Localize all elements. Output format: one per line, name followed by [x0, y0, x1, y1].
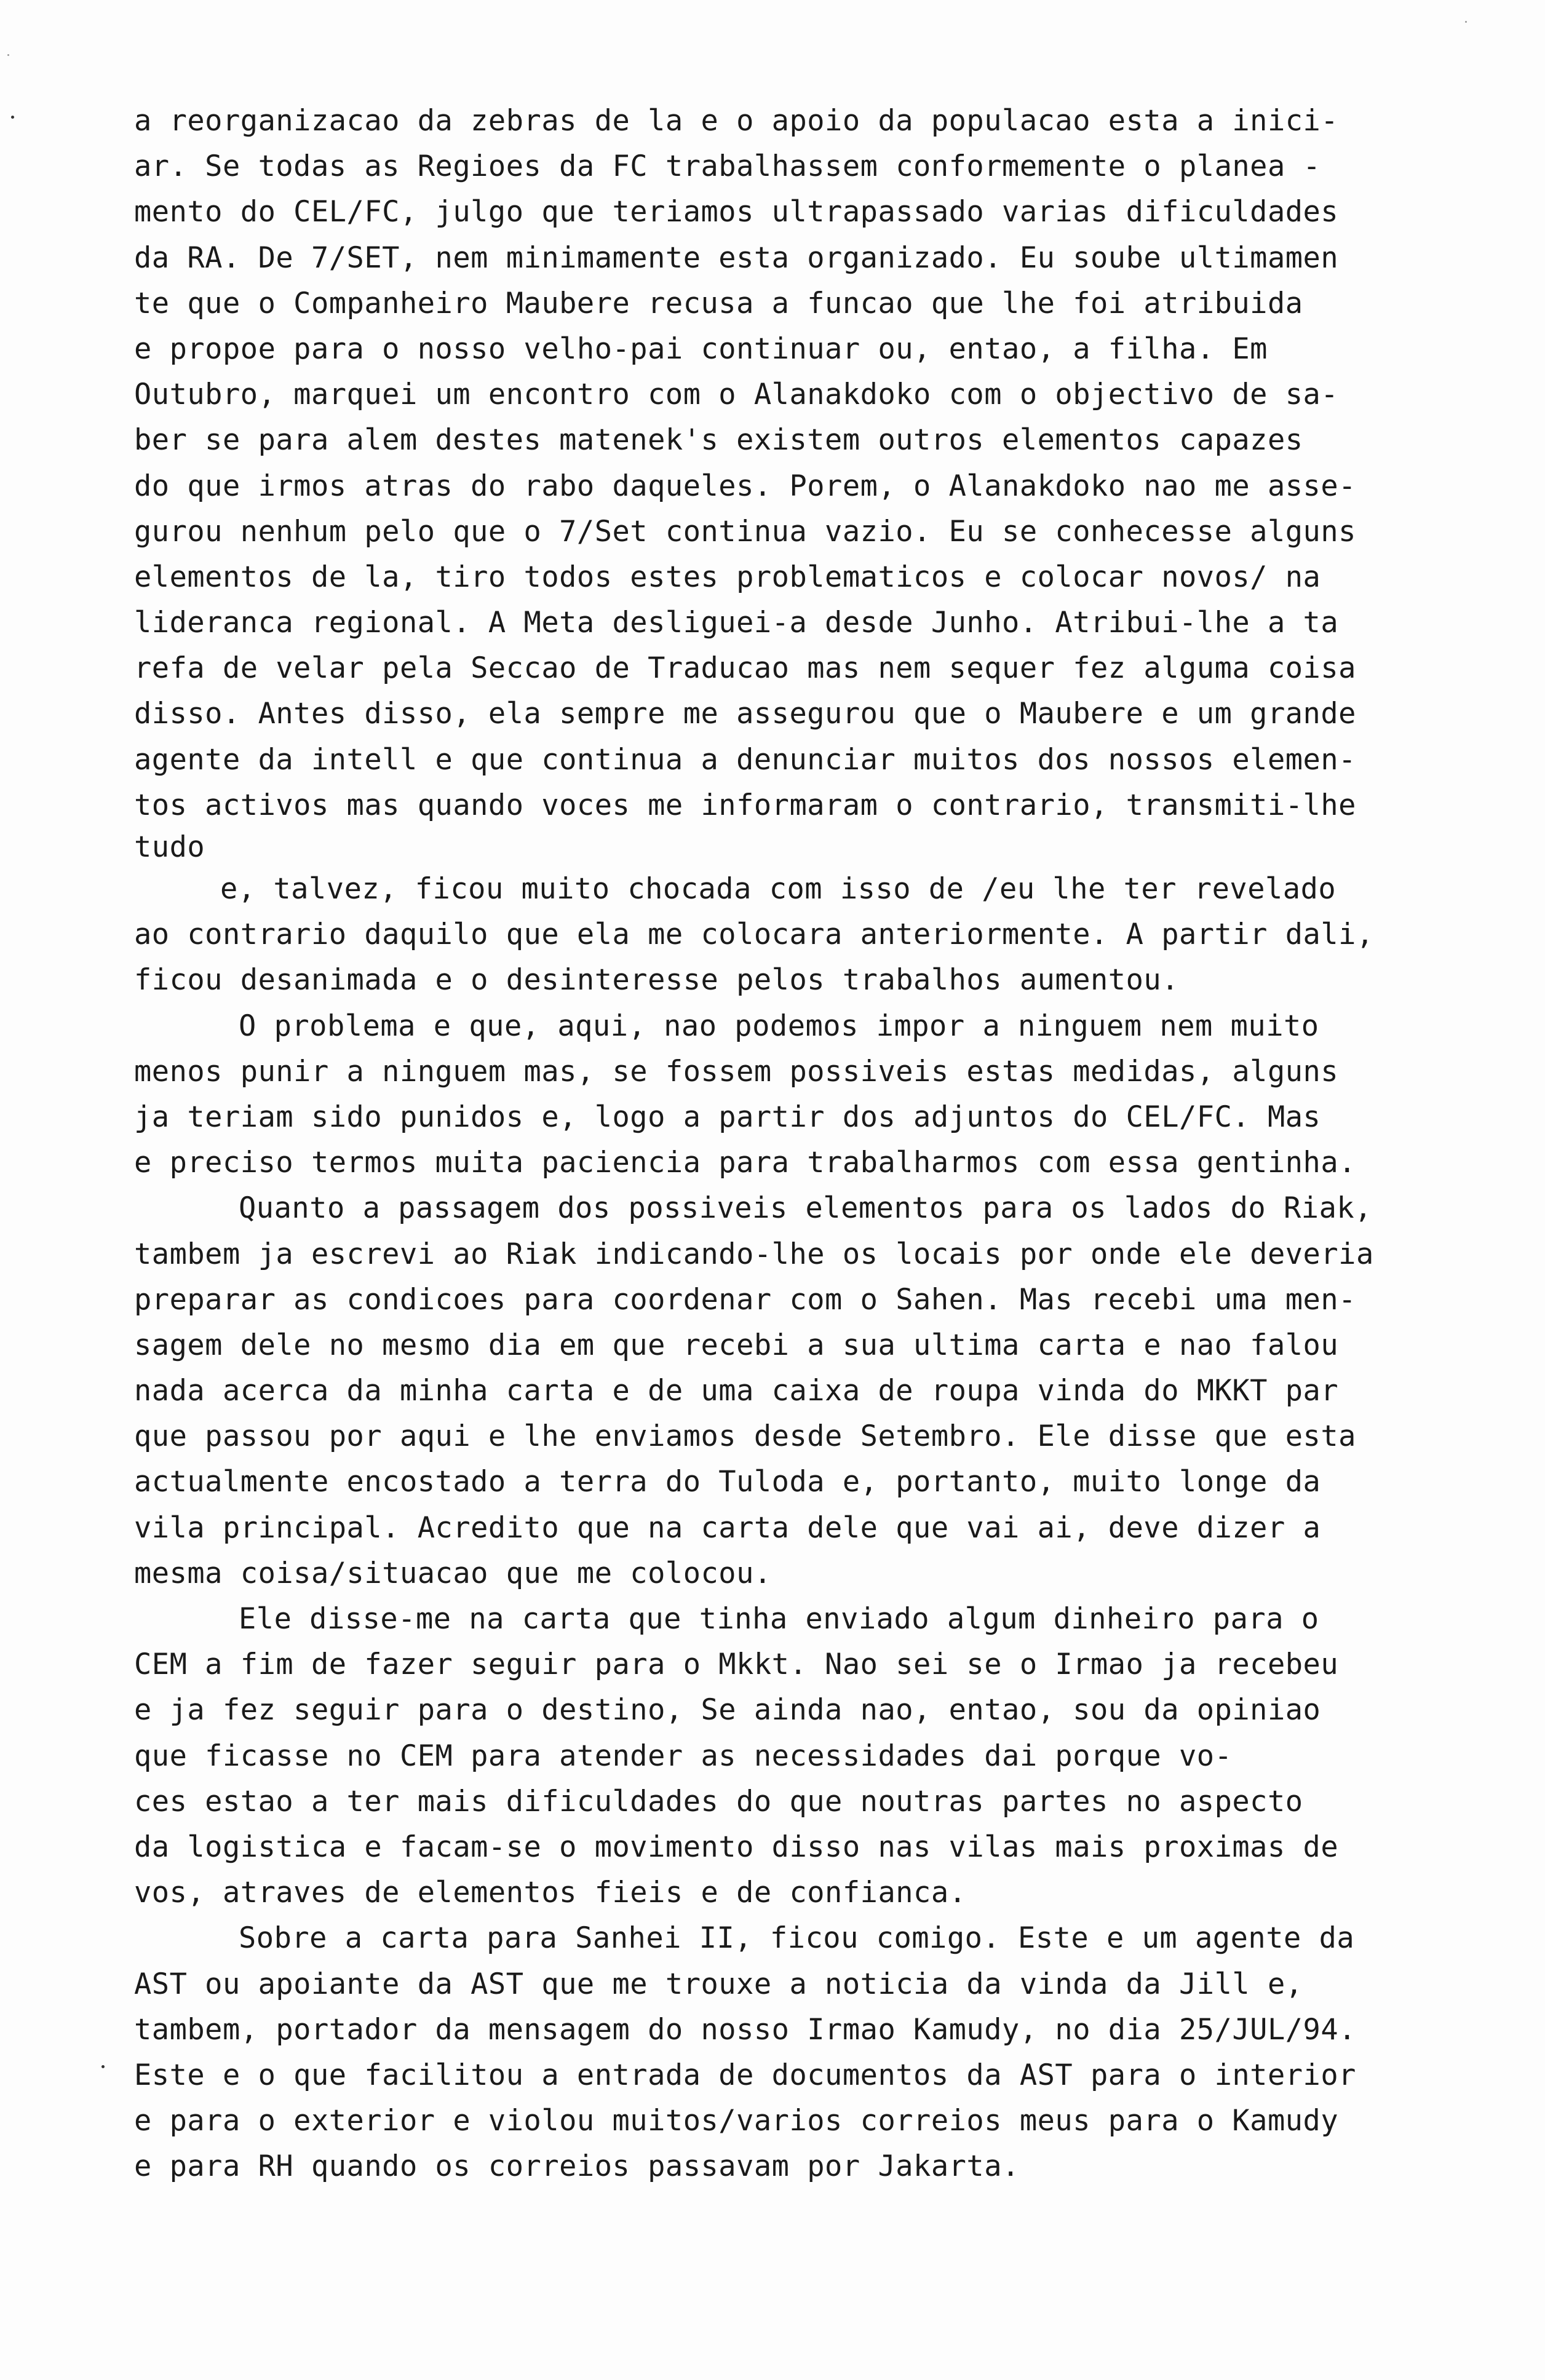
text-line: Ele disse-me na carta que tinha enviado algum dinheiro para o	[239, 1602, 1319, 1636]
text-line: gurou nenhum pelo que o 7/Set continua vazio. Eu se conhecesse alguns	[134, 514, 1356, 549]
text-line: tambem ja escrevi ao Riak indicando-lhe os locais por onde ele deveria	[134, 1237, 1374, 1271]
text-line: ao contrario daquilo que ela me colocara anteriormente. A partir dali,	[134, 918, 1374, 952]
text-line: da logistica e facam-se o movimento disso nas vilas mais proximas de	[134, 1830, 1339, 1864]
text-line: que ficasse no CEM para atender as necessidades dai porque vo-	[134, 1739, 1233, 1773]
text-line: preparar as condicoes para coordenar com o Sahen. Mas recebi uma men-	[134, 1282, 1356, 1317]
text-line: agente da intell e que continua a denunciar muitos dos nossos elemen-	[134, 742, 1356, 777]
text-line: que passou por aqui e lhe enviamos desde Setembro. Ele disse que esta	[134, 1419, 1356, 1454]
text-line: refa de velar pela Seccao de Traducao mas nem sequer fez alguma coisa	[134, 651, 1356, 686]
text-line: Outubro, marquei um encontro com o Alanakdoko com o objectivo de sa-	[134, 378, 1339, 412]
text-line: menos punir a ninguem mas, se fossem possiveis estas medidas, alguns	[134, 1054, 1339, 1089]
text-line: e propoe para o nosso velho-pai continuar ou, entao, a filha. Em	[134, 331, 1268, 366]
text-line: actualmente encostado a terra do Tuloda e, portanto, muito longe da	[134, 1465, 1321, 1499]
margin-speck	[1465, 21, 1467, 23]
text-line: tudo	[134, 830, 205, 864]
text-line: e, talvez, ficou muito chocada com isso de /eu lhe ter revelado	[220, 872, 1336, 906]
text-line: lideranca regional. A Meta desliguei-a desde Junho. Atribui-lhe a ta	[134, 606, 1339, 640]
margin-speck	[101, 2065, 105, 2068]
text-line: AST ou apoiante da AST que me trouxe a noticia da vinda da Jill e,	[134, 1967, 1303, 2001]
text-line: vos, atraves de elementos fieis e de confianca.	[134, 1876, 967, 1910]
text-line: nada acerca da minha carta e de uma caixa de roupa vinda do MKKT par	[134, 1374, 1339, 1408]
margin-speck	[7, 54, 9, 56]
text-line: ces estao a ter mais dificuldades do que noutras partes no aspecto	[134, 1784, 1303, 1819]
text-line: da RA. De 7/SET, nem minimamente esta organizado. Eu soube ultimamen	[134, 240, 1339, 275]
typed-letter-body	[134, 98, 1426, 2189]
text-line: ber se para alem destes matenek's existem outros elementos capazes	[134, 423, 1303, 458]
margin-speck	[11, 116, 14, 119]
text-line: Quanto a passagem dos possiveis elementos para os lados do Riak,	[239, 1191, 1372, 1226]
text-line: sagem dele no mesmo dia em que recebi a sua ultima carta e nao falou	[134, 1328, 1339, 1362]
text-line: te que o Companheiro Maubere recusa a funcao que lhe foi atribuida	[134, 286, 1303, 320]
text-line: vila principal. Acredito que na carta dele que vai ai, deve dizer a	[134, 1510, 1321, 1545]
text-line: e para RH quando os correios passavam por Jakarta.	[134, 2149, 1020, 2184]
text-line: ficou desanimada e o desinteresse pelos trabalhos aumentou.	[134, 963, 1179, 998]
text-line: tos activos mas quando voces me informaram o contrario, transmiti-lhe	[134, 788, 1356, 822]
text-line: e ja fez seguir para o destino, Se ainda nao, entao, sou da opiniao	[134, 1693, 1321, 1727]
text-line: tambem, portador da mensagem do nosso Irmao Kamudy, no dia 25/JUL/94.	[134, 2012, 1356, 2047]
text-line: CEM a fim de fazer seguir para o Mkkt. Nao sei se o Irmao ja recebeu	[134, 1648, 1339, 1682]
text-line: O problema e que, aqui, nao podemos impor a ninguem nem muito	[239, 1009, 1319, 1043]
text-line: ja teriam sido punidos e, logo a partir dos adjuntos do CEL/FC. Mas	[134, 1100, 1321, 1134]
text-line: ar. Se todas as Regioes da FC trabalhassem conformemente o planea -	[134, 149, 1321, 184]
text-line: Sobre a carta para Sanhei II, ficou comigo. Este e um agente da	[239, 1921, 1355, 1956]
text-line: do que irmos atras do rabo daqueles. Porem, o Alanakdoko nao me asse-	[134, 469, 1356, 503]
text-line: a reorganizacao da zebras de la e o apoio da populacao esta a inici-	[134, 104, 1339, 138]
text-line: Este e o que facilitou a entrada de documentos da AST para o interior	[134, 2058, 1356, 2092]
text-line: e preciso termos muita paciencia para trabalharmos com essa gentinha.	[134, 1146, 1356, 1180]
text-line: e para o exterior e violou muitos/varios correios meus para o Kamudy	[134, 2104, 1339, 2138]
text-line: disso. Antes disso, ela sempre me assegurou que o Maubere e um grande	[134, 697, 1356, 731]
text-line: mesma coisa/situacao que me colocou.	[134, 1556, 772, 1590]
text-line: elementos de la, tiro todos estes problematicos e colocar novos/ na	[134, 560, 1321, 594]
text-line: mento do CEL/FC, julgo que teriamos ultrapassado varias dificuldades	[134, 195, 1339, 229]
